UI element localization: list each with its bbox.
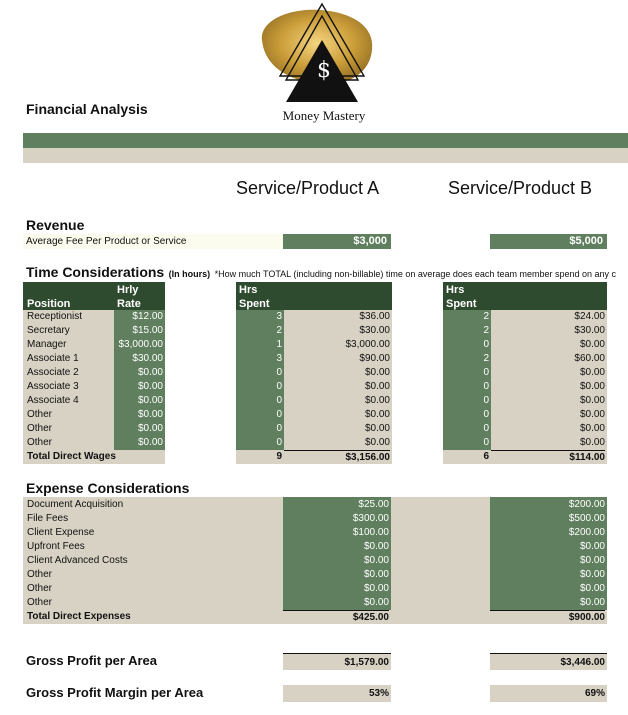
expense-a-cell[interactable]: $100.00: [352, 527, 389, 538]
revenue-label: Average Fee Per Product or Service: [23, 234, 283, 249]
position-cell: Associate 4: [27, 395, 79, 406]
hrs-b-cell[interactable]: 0: [483, 339, 489, 350]
hdr-rate: Rate: [117, 298, 141, 310]
hrs-b-cell[interactable]: 2: [483, 325, 489, 336]
expense-b-cell[interactable]: $500.00: [568, 513, 605, 524]
table-row: [0, 498, 628, 512]
hrs-b-cell[interactable]: 0: [483, 423, 489, 434]
total-hrs-b: 6: [483, 451, 489, 462]
hrs-b-cell[interactable]: 0: [483, 395, 489, 406]
hrs-a-cell[interactable]: 0: [276, 423, 282, 434]
gross-margin-b: 69%: [490, 685, 607, 702]
hrs-b-cell[interactable]: 0: [483, 381, 489, 392]
hrs-b-cell[interactable]: 0: [483, 409, 489, 420]
table-row: [0, 596, 628, 610]
revenue-a[interactable]: $3,000: [283, 234, 391, 249]
expense-rows: [0, 498, 628, 610]
gross-profit-a: $1,579.00: [283, 653, 391, 670]
cost-a-cell: $0.00: [364, 395, 390, 406]
table-row: [0, 408, 628, 422]
cost-b-cell: $24.00: [574, 311, 605, 322]
table-row: [0, 540, 628, 554]
table-row: [0, 310, 628, 324]
expense-heading: Expense Considerations: [26, 480, 190, 496]
expense-label: Upfront Fees: [27, 541, 85, 552]
cost-b-cell: $30.00: [574, 325, 605, 336]
table-row: [0, 582, 628, 596]
hrs-b-cell[interactable]: 2: [483, 353, 489, 364]
position-cell: Manager: [27, 339, 67, 350]
cost-a-cell: $90.00: [359, 353, 390, 364]
cost-a-cell: $0.00: [364, 409, 390, 420]
rate-cell[interactable]: $0.00: [137, 381, 163, 392]
expense-a-cell[interactable]: $0.00: [363, 583, 389, 594]
hrs-a-cell[interactable]: 0: [276, 409, 282, 420]
cost-a-cell: $3,000.00: [345, 339, 390, 350]
cost-b-cell: $0.00: [579, 367, 605, 378]
hrs-b-cell[interactable]: 0: [483, 437, 489, 448]
expense-label: File Fees: [27, 513, 69, 524]
table-row: [0, 324, 628, 338]
gross-margin-label: Gross Profit Margin per Area: [26, 685, 204, 700]
rate-cell[interactable]: $0.00: [137, 367, 163, 378]
table-row: [0, 568, 628, 582]
rate-total-bg: [114, 450, 165, 464]
logo-text: Money Mastery: [282, 108, 366, 123]
position-cell: Other: [27, 409, 53, 420]
column-header-b: Service/Product B: [448, 178, 593, 198]
expense-label: Client Advanced Costs: [27, 555, 128, 566]
position-cell: Associate 1: [27, 353, 79, 364]
total-hrs-a: 9: [276, 451, 282, 462]
cost-a-cell: $0.00: [364, 437, 390, 448]
gross-margin-a: 53%: [283, 685, 391, 702]
total-expenses-b: $900.00: [490, 610, 605, 625]
cost-b-cell: $0.00: [579, 409, 605, 420]
table-row: [0, 366, 628, 380]
rate-cell[interactable]: $12.00: [132, 311, 163, 322]
cost-a-cell: $30.00: [359, 325, 390, 336]
expense-a-cell[interactable]: $25.00: [358, 499, 389, 510]
hdr-hrs-a: Hrs: [239, 284, 258, 296]
hdr-hrly: Hrly: [117, 284, 139, 296]
expense-a-cell[interactable]: $0.00: [363, 597, 389, 608]
hrs-b-cell[interactable]: 0: [483, 367, 489, 378]
table-row: [0, 394, 628, 408]
position-cell: Receptionist: [27, 311, 83, 322]
hdr-position: Position: [27, 298, 71, 310]
hrs-a-cell[interactable]: 0: [276, 395, 282, 406]
total-expenses-a: $425.00: [283, 610, 389, 625]
gross-profit-label: Gross Profit per Area: [26, 653, 158, 668]
time-heading: Time Considerations: [26, 264, 165, 280]
rate-cell[interactable]: $0.00: [137, 437, 163, 448]
cost-b-cell: $60.00: [574, 353, 605, 364]
total-expenses-label: Total Direct Expenses: [27, 611, 131, 622]
position-cell: Secretary: [27, 325, 70, 336]
position-cell: Other: [27, 437, 53, 448]
rate-cell[interactable]: $0.00: [137, 423, 163, 434]
table-row: [0, 512, 628, 526]
cost-a-cell: $36.00: [359, 311, 390, 322]
hrs-b-cell[interactable]: 2: [483, 311, 489, 322]
hrs-a-cell[interactable]: 0: [276, 367, 282, 378]
money-mastery-logo: [250, 0, 380, 108]
total-wages-label: Total Direct Wages: [27, 451, 116, 462]
rate-cell[interactable]: $15.00: [132, 325, 163, 336]
revenue-b[interactable]: $5,000: [490, 234, 607, 249]
cost-b-cell: $0.00: [579, 381, 605, 392]
expense-a-cell[interactable]: $300.00: [352, 513, 389, 524]
table-row: [0, 554, 628, 568]
expense-b-cell[interactable]: $0.00: [579, 555, 605, 566]
cost-b-cell: $0.00: [579, 437, 605, 448]
table-row: [0, 422, 628, 436]
expense-label: Other: [27, 583, 53, 594]
time-unit: (In hours): [168, 269, 211, 279]
table-row: [0, 380, 628, 394]
position-cell: Other: [27, 423, 53, 434]
hrs-a-cell[interactable]: 0: [276, 381, 282, 392]
gross-profit-b: $3,446.00: [490, 653, 607, 670]
position-cell: Associate 3: [27, 381, 79, 392]
banner-tan: [23, 148, 628, 163]
hrs-a-cell[interactable]: 1: [276, 339, 282, 350]
expense-label: Document Acquisition: [27, 499, 124, 510]
dollar-icon: $: [317, 58, 331, 83]
cost-b-cell: $0.00: [579, 423, 605, 434]
table-row: [0, 526, 628, 540]
cost-a-cell: $0.00: [364, 381, 390, 392]
expense-b-cell[interactable]: $0.00: [579, 541, 605, 552]
rate-cell[interactable]: $0.00: [137, 409, 163, 420]
cost-a-cell: $0.00: [364, 423, 390, 434]
total-cost-b: $114.00: [491, 450, 605, 465]
expense-b-cell[interactable]: $200.00: [568, 527, 605, 538]
hrs-a-cell[interactable]: 3: [276, 311, 282, 322]
expense-a-cell[interactable]: $0.00: [363, 569, 389, 580]
revenue-heading: Revenue: [26, 217, 85, 233]
rate-cell[interactable]: $30.00: [132, 353, 163, 364]
hrs-a-cell[interactable]: 3: [276, 353, 282, 364]
rate-cell[interactable]: $3,000.00: [118, 339, 163, 350]
expense-label: Client Expense: [27, 527, 95, 538]
expense-label: Other: [27, 569, 53, 580]
expense-label: Other: [27, 597, 53, 608]
expense-b-cell[interactable]: $0.00: [579, 583, 605, 594]
expense-a-cell[interactable]: $0.00: [363, 555, 389, 566]
cost-b-cell: $0.00: [579, 339, 605, 350]
rate-cell[interactable]: $0.00: [137, 395, 163, 406]
time-heading-line: [26, 264, 628, 282]
cost-a-cell: $0.00: [364, 367, 390, 378]
table-row: [0, 338, 628, 352]
hrs-a-cell[interactable]: 2: [276, 325, 282, 336]
expense-b-cell[interactable]: $0.00: [579, 597, 605, 608]
time-note: *How much TOTAL (including non-billable) time on average does each team member spend on any c: [214, 269, 617, 279]
column-header-a: Service/Product A: [236, 178, 380, 198]
hrs-a-cell[interactable]: 0: [276, 437, 282, 448]
page-title: Financial Analysis: [26, 101, 148, 117]
hdr-spent-a: Spent: [239, 298, 270, 310]
cost-b-cell: $0.00: [579, 395, 605, 406]
total-cost-a: $3,156.00: [284, 450, 390, 465]
banner-green: [23, 133, 628, 148]
hdr-hrs-b: Hrs: [446, 284, 465, 296]
position-cell: Associate 2: [27, 367, 79, 378]
hdr-spent-b: Spent: [446, 298, 477, 310]
table-row: [0, 436, 628, 450]
expense-a-cell[interactable]: $0.00: [363, 541, 389, 552]
table-row: [0, 352, 628, 366]
expense-b-cell[interactable]: $200.00: [568, 499, 605, 510]
expense-b-cell[interactable]: $0.00: [579, 569, 605, 580]
time-rows: [0, 310, 628, 450]
